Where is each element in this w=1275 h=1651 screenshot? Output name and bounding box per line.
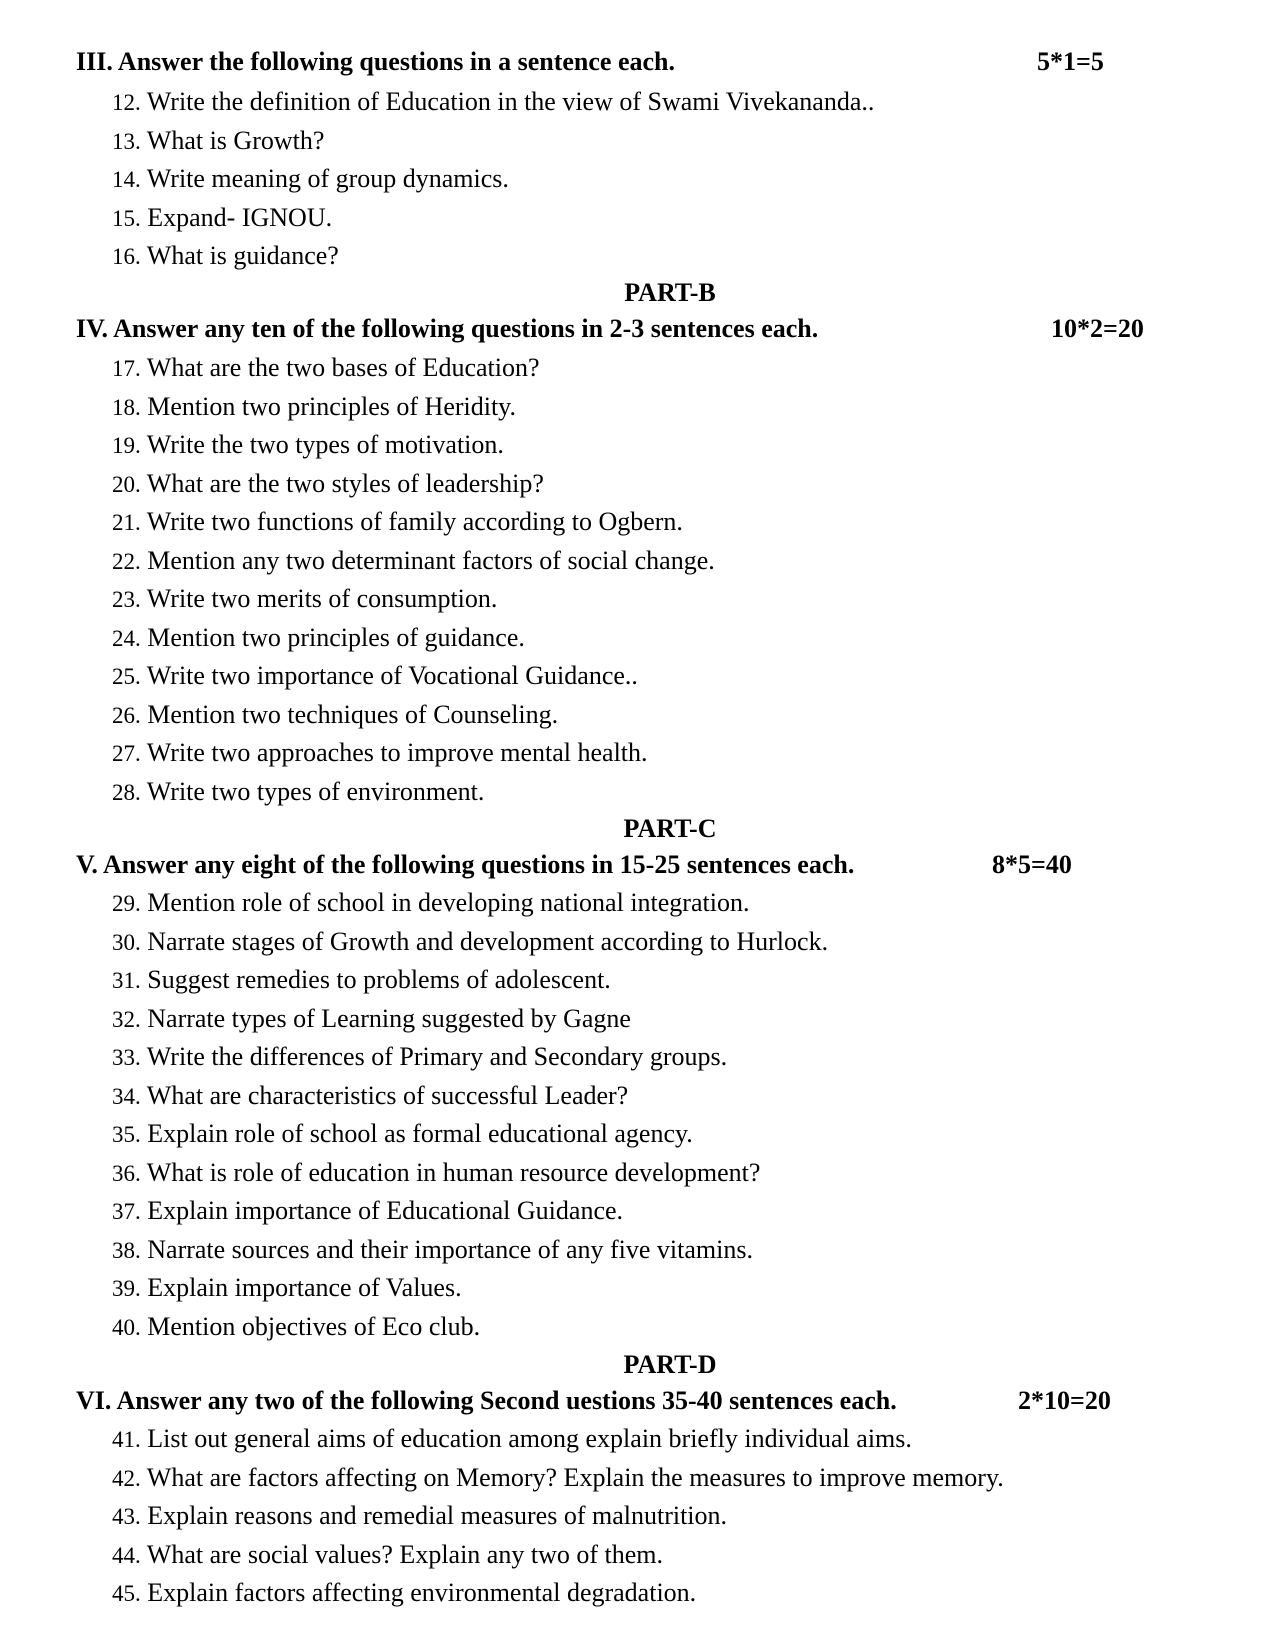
question-item bbox=[112, 884, 828, 923]
question-item bbox=[112, 657, 715, 696]
question-item bbox=[112, 1038, 828, 1077]
question-text: Write two importance of Vocational Guidance.. bbox=[146, 661, 638, 690]
question-item bbox=[112, 1459, 1004, 1498]
question-number: 15. bbox=[112, 205, 141, 231]
question-text: Explain role of school as formal educational agency. bbox=[147, 1119, 693, 1148]
question-text: What are factors affecting on Memory? Explain the measures to improve memory. bbox=[146, 1462, 1004, 1492]
question-item bbox=[112, 1231, 828, 1270]
question-number: 27. bbox=[112, 741, 141, 766]
question-text: Mention two techniques of Counseling. bbox=[147, 699, 559, 729]
question-item bbox=[112, 1308, 828, 1347]
question-item bbox=[112, 1497, 1004, 1536]
question-item bbox=[112, 388, 715, 427]
question-text: Narrate types of Learning suggested by Gagne bbox=[147, 1003, 631, 1033]
question-item bbox=[112, 961, 828, 1000]
question-item bbox=[112, 503, 715, 542]
question-number: 25. bbox=[112, 664, 141, 689]
question-text: Mention two principles of guidance. bbox=[147, 622, 525, 652]
question-item bbox=[112, 696, 715, 735]
question-item bbox=[112, 1420, 1004, 1459]
question-item bbox=[112, 1000, 828, 1039]
question-text: Write two merits of consumption. bbox=[146, 584, 498, 613]
question-text: Suggest remedies to problems of adolescent. bbox=[147, 965, 611, 994]
question-item bbox=[112, 1269, 828, 1308]
question-item bbox=[112, 1115, 828, 1154]
question-number: 13. bbox=[112, 128, 141, 154]
question-text: Mention objectives of Eco club. bbox=[147, 1311, 481, 1341]
question-number: 35. bbox=[112, 1122, 141, 1147]
section-iv-marks: 10*2=20 bbox=[1051, 314, 1144, 343]
part-c-title: PART-C bbox=[623, 814, 717, 843]
question-text: Write the two types of motivation. bbox=[146, 430, 504, 459]
question-item bbox=[112, 619, 715, 658]
question-text: Write the definition of Education in the view of Swami Vivekananda.. bbox=[146, 87, 875, 116]
question-item bbox=[112, 1077, 828, 1116]
question-item bbox=[112, 237, 874, 276]
question-item bbox=[112, 923, 828, 962]
section-v-heading: V. Answer any eight of the following questions in 15-25 sentences each. bbox=[76, 850, 855, 879]
question-number: 32. bbox=[112, 1006, 141, 1032]
question-number: 38. bbox=[112, 1237, 141, 1263]
question-text: Write the differences of Primary and Secondary groups. bbox=[146, 1042, 728, 1071]
question-text: Narrate sources and their importance of any five vitamins. bbox=[147, 1234, 753, 1264]
question-number: 28. bbox=[112, 779, 141, 805]
question-text: What are social values? Explain any two of them. bbox=[146, 1539, 663, 1569]
section-iv-heading: IV. Answer any ten of the following questions in 2-3 sentences each. bbox=[76, 314, 819, 343]
question-item bbox=[112, 199, 874, 238]
question-number: 19. bbox=[112, 433, 141, 458]
question-text: Narrate stages of Growth and development according to Hurlock. bbox=[147, 926, 829, 956]
question-item bbox=[112, 426, 715, 465]
question-text: Expand- IGNOU. bbox=[147, 202, 333, 232]
section-iii-marks: 5*1=5 bbox=[1037, 47, 1104, 76]
question-number: 14. bbox=[112, 167, 141, 192]
question-number: 37. bbox=[112, 1199, 141, 1224]
question-text: Write two functions of family according to Ogbern. bbox=[146, 507, 683, 536]
question-number: 44. bbox=[112, 1542, 141, 1568]
question-number: 18. bbox=[112, 394, 141, 420]
question-item bbox=[112, 773, 715, 812]
question-text: What is Growth? bbox=[146, 125, 325, 155]
question-number: 21. bbox=[112, 510, 141, 535]
question-text: What is role of education in human resource development? bbox=[146, 1157, 761, 1187]
question-number: 34. bbox=[112, 1083, 141, 1109]
question-number: 36. bbox=[112, 1160, 141, 1186]
section-iv-questions bbox=[112, 349, 715, 811]
question-item bbox=[112, 580, 715, 619]
question-item bbox=[112, 465, 715, 504]
question-text: List out general aims of education among explain briefly individual aims. bbox=[147, 1424, 912, 1453]
question-text: Write two types of environment. bbox=[146, 776, 485, 806]
question-number: 39. bbox=[112, 1276, 141, 1301]
section-vi-heading: VI. Answer any two of the following Second uestions 35-40 sentences each. bbox=[76, 1386, 897, 1415]
question-text: What is guidance? bbox=[146, 241, 339, 270]
question-item bbox=[112, 122, 874, 161]
question-text: What are characteristics of successful Leader? bbox=[146, 1080, 629, 1110]
question-number: 45. bbox=[112, 1581, 141, 1606]
question-number: 30. bbox=[112, 929, 141, 955]
question-item bbox=[112, 1192, 828, 1231]
question-number: 22. bbox=[112, 548, 141, 574]
question-number: 16. bbox=[112, 244, 141, 269]
section-vi-marks: 2*10=20 bbox=[1018, 1386, 1111, 1415]
question-item bbox=[112, 1574, 1004, 1613]
section-v-questions bbox=[112, 884, 828, 1346]
question-text: Write meaning of group dynamics. bbox=[146, 164, 509, 193]
question-item bbox=[112, 1154, 828, 1193]
section-vi-questions bbox=[112, 1420, 1004, 1613]
question-number: 26. bbox=[112, 702, 141, 728]
question-item bbox=[112, 1536, 1004, 1575]
question-text: Explain reasons and remedial measures of malnutrition. bbox=[147, 1501, 728, 1530]
part-b-title: PART-B bbox=[624, 278, 716, 307]
part-d-title: PART-D bbox=[623, 1350, 717, 1379]
section-v-marks: 8*5=40 bbox=[992, 850, 1072, 879]
question-number: 31. bbox=[112, 968, 141, 993]
question-number: 20. bbox=[112, 471, 141, 497]
question-text: Explain importance of Educational Guidance. bbox=[147, 1196, 624, 1225]
question-text: Write two approaches to improve mental health. bbox=[146, 738, 648, 767]
question-number: 42. bbox=[112, 1465, 141, 1491]
section-iii-heading: III. Answer the following questions in a sentence each. bbox=[76, 47, 676, 76]
question-number: 41. bbox=[112, 1427, 141, 1452]
question-text: Explain factors affecting environmental degradation. bbox=[147, 1578, 697, 1607]
question-text: What are the two bases of Education? bbox=[146, 353, 540, 382]
question-item bbox=[112, 734, 715, 773]
question-text: Mention two principles of Heridity. bbox=[147, 391, 516, 421]
section-iii-questions bbox=[112, 83, 874, 276]
question-item bbox=[112, 83, 874, 122]
question-number: 24. bbox=[112, 625, 141, 651]
question-number: 43. bbox=[112, 1504, 141, 1529]
question-item bbox=[112, 542, 715, 581]
question-number: 12. bbox=[112, 90, 141, 115]
question-number: 17. bbox=[112, 356, 141, 381]
question-item bbox=[112, 160, 874, 199]
question-item bbox=[112, 349, 715, 388]
question-number: 23. bbox=[112, 587, 141, 612]
question-number: 40. bbox=[112, 1314, 141, 1340]
question-number: 33. bbox=[112, 1045, 141, 1070]
question-text: Mention any two determinant factors of social change. bbox=[147, 545, 715, 575]
question-text: Mention role of school in developing national integration. bbox=[147, 888, 750, 917]
question-text: What are the two styles of leadership? bbox=[146, 468, 544, 498]
question-text: Explain importance of Values. bbox=[147, 1273, 462, 1302]
question-number: 29. bbox=[112, 891, 141, 916]
